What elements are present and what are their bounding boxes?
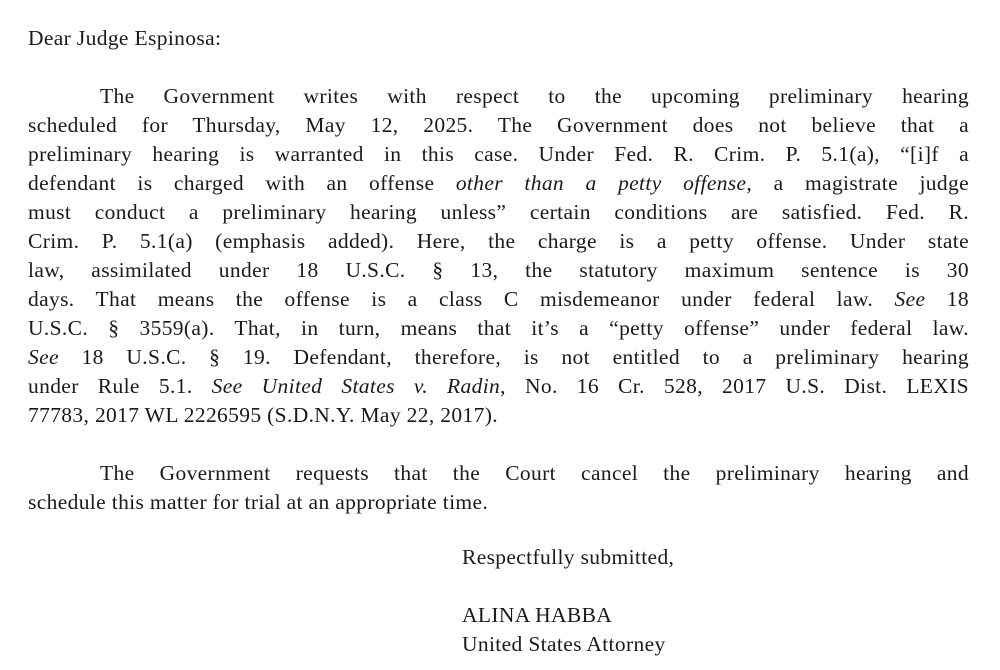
paragraph-1-line-2: scheduled for Thursday, May 12, 2025. The Government does not believe that a [28,113,969,137]
paragraph-1-line-10 [28,343,969,372]
paragraph-1-line-3: preliminary hearing is warranted in this case. Under Fed. R. Crim. P. 5.1(a), “[i]f a [28,142,969,166]
paragraph-1-line-7: law, assimilated under 18 U.S.C. § 13, the statutory maximum sentence is 30 [28,258,969,282]
paragraph-2-line-1: The Government requests that the Court cancel the preliminary hearing and [100,461,969,485]
text-run: under Rule 5.1. [28,374,212,398]
closing: Respectfully submitted, [462,545,675,569]
text-run: 18 U.S.C. § 19. Defendant, therefore, is not entitled to a preliminary hearing [58,345,969,369]
signer-name: ALINA HABBA [462,603,613,627]
text-run: , a magistrate judge [746,171,970,195]
text-run: 18 [925,287,970,311]
paragraph-1-line-1: The Government writes with respect to the upcoming preliminary hearing [100,84,969,108]
paragraph-1-line-6: Crim. P. 5.1(a) (emphasis added). Here, the charge is a petty offense. Under state [28,229,969,253]
text-run: , No. 16 Cr. 528, 2017 U.S. Dist. LEXIS [500,374,969,398]
paragraph-1-line-8 [28,285,969,314]
salutation: Dear Judge Espinosa: [28,26,222,50]
text-run: defendant is charged with an offense [28,171,456,195]
citation-signal: See [894,287,926,311]
paragraph-2-line-2: schedule this matter for trial at an appropriate time. [28,490,489,514]
case-citation: See United States v. Radin [211,374,501,398]
paragraph-1-line-9: U.S.C. § 3559(a). That, in turn, means that it’s a “petty offense” under federal law. [28,316,969,340]
text-run: days. That means the offense is a class C misdemeanor under federal law. [28,287,895,311]
paragraph-1-line-4 [28,169,969,198]
paragraph-1-line-12: 77783, 2017 WL 2226595 (S.D.N.Y. May 22, 2017). [28,403,498,427]
paragraph-1-line-11 [28,372,969,401]
emphasis-text: other than a petty offense [455,171,747,195]
citation-signal: See [28,345,59,369]
signer-title: United States Attorney [462,632,666,656]
paragraph-1-line-5: must conduct a preliminary hearing unless” certain conditions are satisfied. Fed. R. [28,200,969,224]
